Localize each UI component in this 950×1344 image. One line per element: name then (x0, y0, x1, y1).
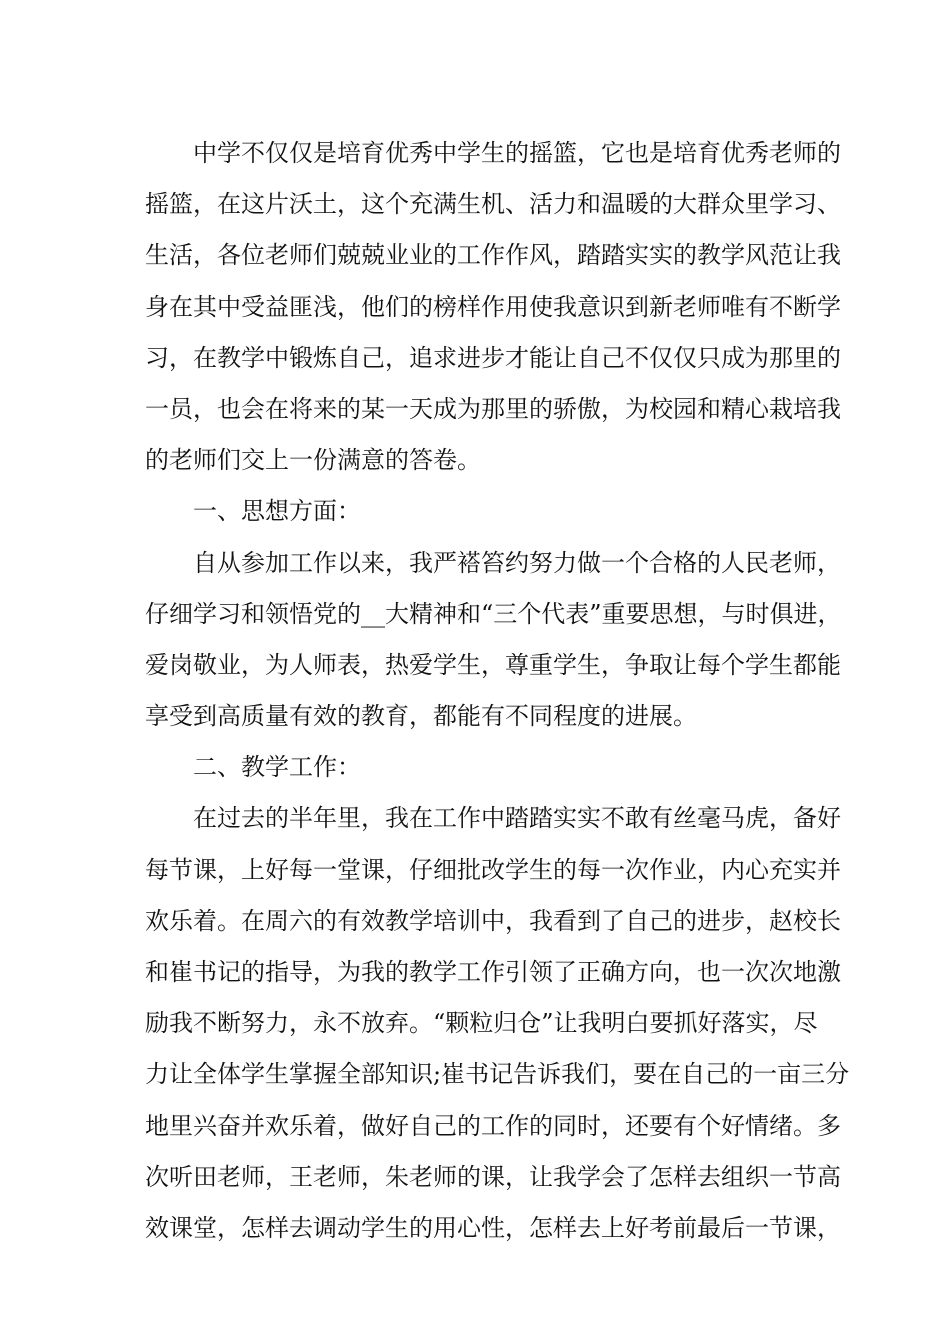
paragraph-line: 生活，各位老师们兢兢业业的工作作风，踏踏实实的教学风范让我 (145, 241, 841, 270)
section-heading: 一、思想方面： (193, 497, 361, 526)
paragraph-line: 享受到高质量有效的教育，都能有不同程度的进展。 (145, 702, 697, 731)
paragraph-line: 地里兴奋并欢乐着，做好自己的工作的同时，还要有个好情绪。多 (145, 1111, 841, 1140)
paragraph-line: 摇篮，在这片沃土，这个充满生机、活力和温暖的大群众里学习、 (145, 190, 841, 219)
paragraph-line: 效课堂，怎样去调动学生的用心性，怎样去上好考前最后一节课， (145, 1213, 841, 1242)
paragraph-line: 一员，也会在将来的某一天成为那里的骄傲，为校园和精心栽培我 (145, 394, 841, 423)
paragraph-line: 身在其中受益匪浅，他们的榜样作用使我意识到新老师唯有不断学 (145, 292, 841, 321)
paragraph-line: 自从参加工作以来，我严褡笞约努力做一个合格的人民老师， (193, 548, 841, 577)
paragraph-line: 励我不断努力，永不放弃。“颗粒归仓”让我明白要抓好落实，尽 (145, 1009, 818, 1038)
paragraph-line: 习，在教学中锻炼自己，追求进步才能让自己不仅仅只成为那里的 (145, 343, 841, 372)
paragraph-line: 次听田老师，王老师，朱老师的课，让我学会了怎样去组织一节高 (145, 1162, 841, 1191)
paragraph-line: 的老师们交上一份满意的答卷。 (145, 446, 481, 475)
paragraph-line: 中学不仅仅是培育优秀中学生的摇篮，它也是培育优秀老师的 (193, 139, 841, 167)
paragraph-line: 在过去的半年里，我在工作中踏踏实实不敢有丝毫马虎，备好 (193, 804, 841, 833)
paragraph-line: 力让全体学生掌握全部知识;崔书记告诉我们，要在自己的一亩三分 (145, 1060, 850, 1089)
section-heading: 二、教学工作： (193, 753, 361, 782)
paragraph-line: 和崔书记的指导，为我的教学工作引领了正确方向，也一次次地激 (145, 958, 841, 986)
document-body (145, 128, 850, 1254)
paragraph-line: 仔细学习和领悟党的__大精神和“三个代表”重要思想，与时俱进， (145, 599, 842, 628)
paragraph-line: 欢乐着。在周六的有效教学培训中，我看到了自己的进步，赵校长 (145, 906, 841, 935)
paragraph-line: 爱岗敬业，为人师表，热爱学生，尊重学生，争取让每个学生都能 (145, 650, 841, 679)
paragraph-line: 每节课，上好每一堂课，仔细批改学生的每一次作业，内心充实并 (145, 855, 841, 884)
